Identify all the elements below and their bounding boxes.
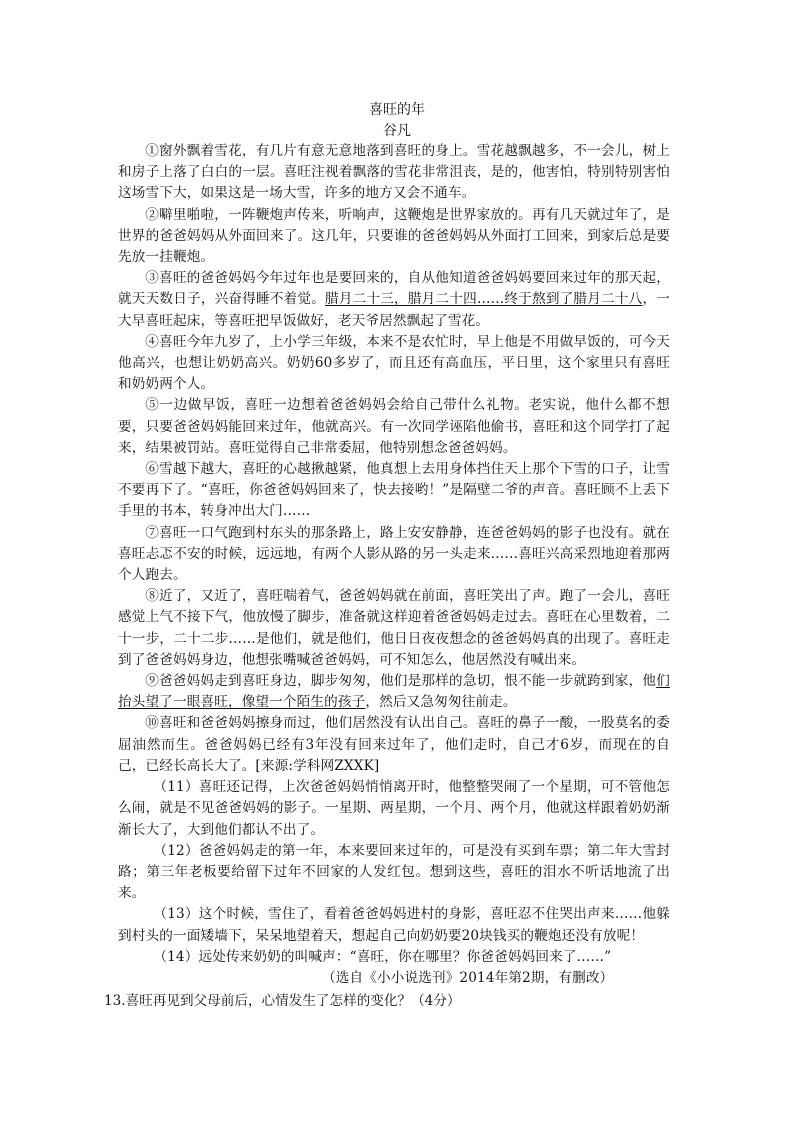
- paragraph-12: （12）爸爸妈妈走的第一年，本来要回来过年的，可是没有买到车票；第二年大雪封路；第三年老板要给留下过年不回家的人发红包。想到这些，喜旺的泪水不听话地流了出来。: [118, 842, 670, 902]
- paragraph-5: ⑤一边做早饭，喜旺一边想着爸爸妈妈会给自己带什么礼物。老实说，他什么都不想要，只要爸爸妈妈能回来过年，他就高兴。有一次同学诬陷他偷书，喜旺和这个同学打了起来，结果被罚站。喜旺觉得自己非常委屈，他特别想念爸爸妈妈。: [118, 397, 670, 456]
- article-author: 谷凡: [383, 123, 411, 139]
- paragraph-2: ②噼里啪啦，一阵鞭炮声传来，听响声，这鞭炮是世界家放的。再有几天就过年了，是世界的爸爸妈妈从外面回来了。这几年，只要谁的爸爸妈妈从外面打工回来，到家后总是要先放一挂鞭炮。: [118, 206, 670, 266]
- paragraph-9: [118, 671, 670, 713]
- paragraph-8: ⑧近了，又近了，喜旺喘着气，爸爸妈妈就在前面，喜旺笑出了声。跑了一会儿，喜旺感觉上气不接下气，他放慢了脚步，准备就这样迎着爸爸妈妈走过去。喜旺在心里数着，二十一步，二十二步……是他们，就是他们，他日日夜夜想念的爸爸妈妈真的出现了。喜旺走到了爸爸妈妈身边，他想张嘴喊爸爸妈妈，可不知怎么，他居然没有喊出来。: [118, 588, 670, 668]
- paragraph-3: [118, 268, 670, 332]
- source-note: （选自《小小说选刊》2014年第2期，有删改）: [322, 969, 614, 986]
- paragraph-1: ①窗外飘着雪花，有几片有意无意地落到喜旺的身上。雪花越飘越多，不一会儿，树上和房子上落了白白的一层。喜旺注视着飘落的雪花非常沮丧，是的，他害怕，特别特别害怕这场雪下大，如果这是一场大雪，许多的地方又会不通车。: [118, 143, 670, 202]
- paragraph-7: ⑦喜旺一口气跑到村东头的那条路上，路上安安静静，连爸爸妈妈的影子也没有。就在喜旺忐忑不安的时候，远远地，有两个人影从路的另一头走来……喜旺兴高采烈地迎着那两个人跑去。: [118, 524, 670, 584]
- paragraph-3-text-end: ，一大早喜旺起床，等喜旺把早饭做好，老天爷居然飘起了雪花。: [118, 291, 670, 329]
- underlined-sentence-1: 腊月二十三，腊月二十四……终于熬到了腊月二十八: [325, 291, 643, 308]
- paragraph-11: （11）喜旺还记得，上次爸爸妈妈悄悄离开时，他整整哭闹了一个星期，可不管他怎么闹，就是不见爸爸妈妈的影子。一星期、两星期，一个月、两个月，他就这样跟着奶奶渐渐长大了，大到他们都认不出了。: [118, 779, 670, 838]
- article-header: [0, 100, 794, 142]
- question-13: 13.喜旺再见到父母前后，心情发生了怎样的变化？（4分）: [104, 993, 461, 1009]
- paragraph-9-text-start: ⑨爸爸妈妈走到喜旺身边，脚步匆匆，他们是那样的急切，恨不能一步就跨到家，他: [145, 673, 657, 690]
- paragraph-6: ⑥雪越下越大，喜旺的心越揪越紧，他真想上去用身体挡住天上那个下雪的口子，让雪不要再下了。“喜旺，你爸爸妈妈回来了，快去接哟！”是隔壁二爷的声音。喜旺顾不上丢下手里的书本，转身冲出大门……: [118, 461, 670, 520]
- article-body: [118, 141, 670, 989]
- paragraph-4: ④喜旺今年九岁了，上小学三年级，本来不是农忙时，早上他是不用做早饭的，可今天他高兴，也想让奶奶高兴。奶奶60多岁了，而且还有高血压，平日里，这个家里只有喜旺和奶奶两个人。: [118, 333, 670, 393]
- paragraph-3-text-start: ③喜旺的爸爸妈妈今年过年也是要回来的，自从他知道爸爸妈妈要回来过年的那天起，就天天数日子，兴奋得睡不着觉。: [118, 270, 670, 308]
- article-title: 喜旺的年: [369, 102, 425, 118]
- paragraph-9-text-end: ，然后又急匆匆往前走。: [365, 694, 517, 711]
- paragraph-10: ⑩喜旺和爸爸妈妈擦身而过，他们居然没有认出自己。喜旺的鼻子一酸，一股莫名的委屈油然而生。爸爸妈妈已经有3年没有回来过年了，他们走时，自己才6岁，而现在的自己，已经长高长大了。[来源:学科网ZXXK]: [118, 715, 670, 774]
- paragraph-14: （14）远处传来奶奶的叫喊声：“喜旺，你在哪里？你爸爸妈妈回来了……”: [153, 948, 612, 965]
- paragraph-13: （13）这个时候，雪住了，看着爸爸妈妈进村的身影，喜旺忍不住哭出声来……他躲到村头的一面矮墙下，呆呆地望着天，想起自己向奶奶要20块钱买的鞭炮还没有放呢！: [118, 906, 670, 944]
- underlined-sentence-2: 们抬头望了一眼喜旺，像望一个陌生的孩子: [118, 673, 670, 711]
